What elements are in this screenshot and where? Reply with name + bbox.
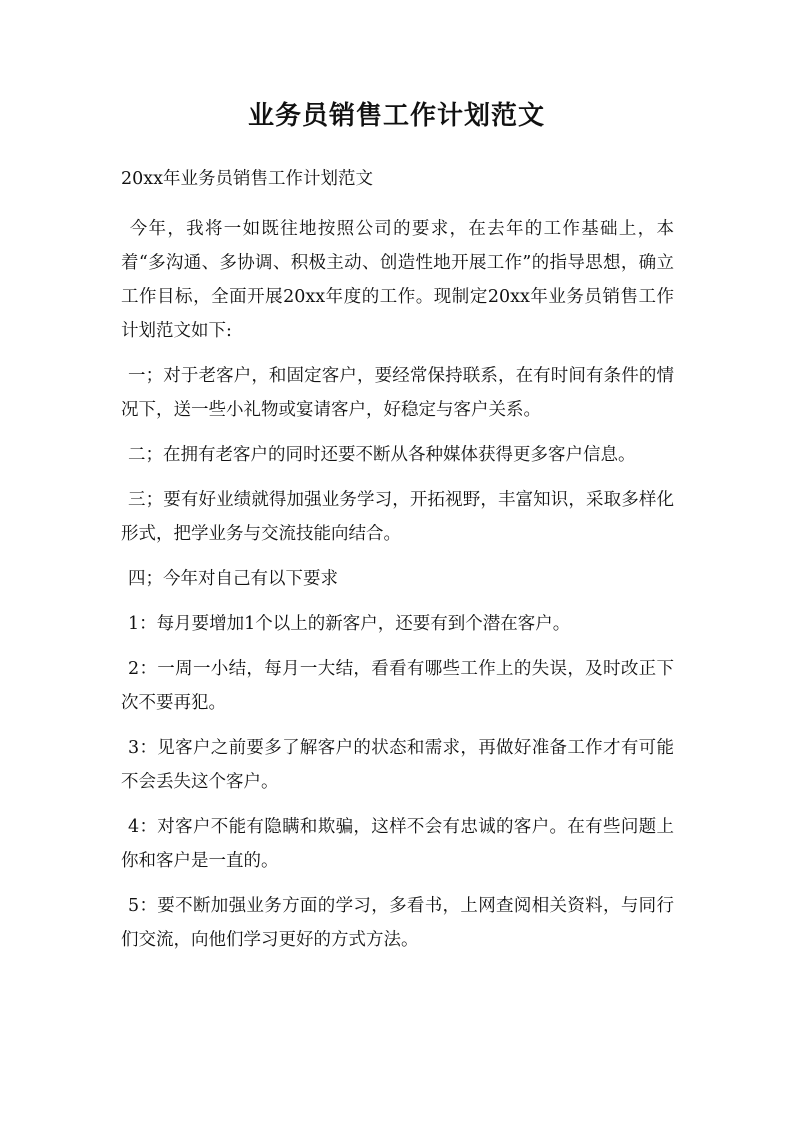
- requirement-paragraph: 4：对客户不能有隐瞒和欺骗，这样不会有忠诚的客户。在有些问题上你和客户是一直的。: [121, 817, 674, 871]
- requirement-paragraph: 5：要不断加强业务方面的学习，多看书，上网查阅相关资料，与同行们交流，向他们学习更好的方式方法。: [121, 896, 674, 950]
- requirement-paragraph: 2：一周一小结，每月一大结，看看有哪些工作上的失误，及时改正下次不要再犯。: [121, 659, 674, 713]
- point-paragraph: 二；在拥有老客户的同时还要不断从各种媒体获得更多客户信息。: [128, 445, 636, 465]
- intro-paragraph: 今年，我将一如既往地按照公司的要求，在去年的工作基础上，本着“多沟通、多协调、积极主动、创造性地开展工作”的指导思想，确立工作目标，全面开展20xx年度的工作。现制定20xx年业务员销售工作计划范文如下:: [121, 219, 674, 341]
- document-title: 业务员销售工作计划范文: [247, 101, 545, 131]
- point-paragraph: 四；今年对自己有以下要求: [128, 569, 338, 589]
- requirement-paragraph: 1：每月要增加1个以上的新客户，还要有到个潜在客户。: [128, 614, 571, 634]
- document-subtitle: 20xx年业务员销售工作计划范文: [121, 169, 374, 189]
- point-paragraph: 一；对于老客户，和固定客户，要经常保持联系，在有时间有条件的情况下，送一些小礼物或宴请客户，好稳定与客户关系。: [121, 366, 674, 420]
- document-body: [121, 162, 674, 968]
- point-paragraph: 三；要有好业绩就得加强业务学习，开拓视野，丰富知识，采取多样化形式，把学业务与交流技能向结合。: [121, 490, 674, 544]
- requirement-paragraph: 3：见客户之前要多了解客户的状态和需求，再做好准备工作才有可能不会丢失这个客户。: [121, 738, 674, 792]
